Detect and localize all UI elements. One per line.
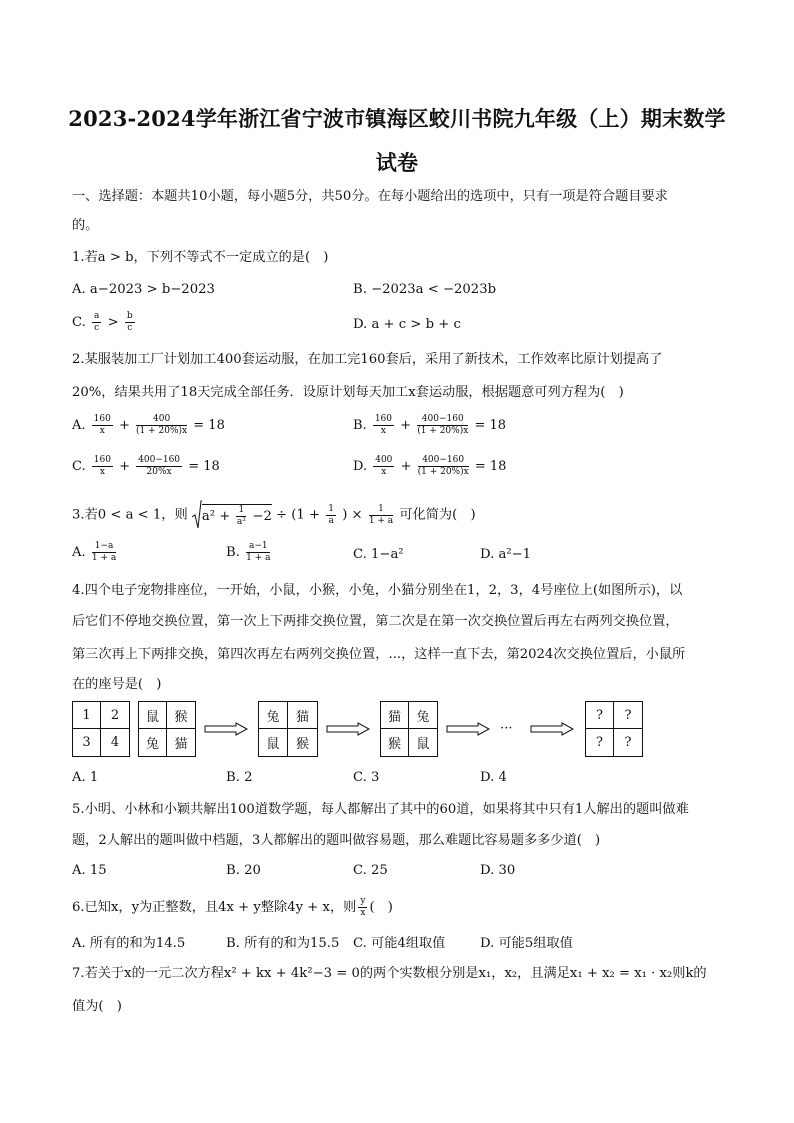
seat-cell: 兔 xyxy=(259,702,288,729)
plus-sign: + xyxy=(400,418,412,433)
question-4-option-d: D. 4 xyxy=(480,770,507,785)
question-4-option-b: B. 2 xyxy=(226,770,253,785)
seat-cell: 3 xyxy=(73,729,101,756)
numerator: 160 xyxy=(93,455,111,465)
question-6-option-c: C. 可能4组取值 xyxy=(353,936,446,951)
fraction xyxy=(92,456,113,477)
question-5-option-a: A. 15 xyxy=(72,863,107,878)
numerator: 160 xyxy=(374,414,393,424)
fraction xyxy=(125,312,135,333)
fraction xyxy=(136,456,182,477)
seat-cell: 鼠 xyxy=(139,702,167,729)
seat-cell: 鼠 xyxy=(416,737,430,752)
seat-cell: ? xyxy=(586,702,614,729)
seat-cell: 2 xyxy=(101,702,129,729)
fraction xyxy=(92,542,116,563)
radicand-end: −2 xyxy=(252,508,272,524)
question-2-option-c xyxy=(72,456,220,477)
seat-cell: 猴 xyxy=(295,737,309,752)
denominator: (1 + 20%)x xyxy=(136,426,188,436)
page-title: 2023-2024学年浙江省宁波市镇海区蛟川书院九年级（上）期末数学 xyxy=(68,106,726,131)
question-1-option-b: B. −2023a < −2023b xyxy=(353,282,497,297)
denominator: x xyxy=(360,908,366,918)
seat-grid-start xyxy=(138,701,196,757)
question-2-stem: 2.某服装加工厂计划加工400套运动服，在加工完160套后，采用了新技术，工作效率比原计划提高了 xyxy=(72,352,663,367)
denominator: c xyxy=(94,323,100,333)
fraction xyxy=(236,506,246,527)
seat-cell: 猫 xyxy=(174,737,188,752)
ellipsis: ··· xyxy=(500,721,513,736)
question-4-option-c: C. 3 xyxy=(353,770,380,785)
question-4-stem-line-2: 后它们不停地交换位置，第一次上下两排交换位置，第二次是在第一次交换位置后再左右两列交换位置， xyxy=(72,614,679,629)
question-5-stem: 5.小明、小林和小颖共解出100道数学题，每人都解出了其中的60道，如果将其中只有1人解出的题叫做难 xyxy=(72,802,689,817)
fraction xyxy=(418,456,469,477)
denominator: a xyxy=(328,515,334,526)
stem-suffix: 可化简为( ) xyxy=(399,507,476,523)
question-3-option-b xyxy=(226,542,272,563)
stem-suffix: ( ) xyxy=(369,900,393,915)
fraction xyxy=(246,542,270,563)
numerator: 400−160 xyxy=(138,455,181,465)
fraction xyxy=(369,505,393,526)
denominator: 1 + a xyxy=(246,553,271,563)
fraction xyxy=(92,415,113,436)
denominator: x xyxy=(380,426,386,436)
numerator: 400 xyxy=(136,415,187,426)
question-7-stem: 7.若关于x的一元二次方程x² + kx + 4k²−3 = 0的两个实数根分别是x₁，x₂，且满足x₁ + x₂ = x₁ · x₂则k的 xyxy=(72,966,707,981)
denominator: x xyxy=(99,467,105,477)
question-7-stem-continued: 值为( ) xyxy=(72,999,122,1014)
denominator: (1 + 20%)x xyxy=(417,467,469,477)
question-2-option-d xyxy=(353,456,506,477)
seat-cell: 猴 xyxy=(167,702,195,729)
numerator: 400−160 xyxy=(418,456,469,467)
seat-cell: 猴 xyxy=(381,729,409,756)
numerator: 400 xyxy=(375,455,393,465)
denominator: a² xyxy=(236,516,246,527)
numerator: b xyxy=(126,311,133,321)
question-6-stem xyxy=(72,897,393,918)
stem-prefix: 3.若0 < a < 1，则 xyxy=(72,507,188,523)
fraction xyxy=(373,456,394,477)
seat-grid-step-2 xyxy=(380,701,438,757)
section-heading: 一、选择题：本题共10小题，每小题5分，共50分。在每小题给出的选项中，只有一项是符合题目要求 xyxy=(72,189,668,204)
arrow-right-icon xyxy=(204,722,248,736)
seat-cell: 兔 xyxy=(139,729,167,756)
equals-rhs: = 18 xyxy=(188,459,220,474)
seat-cell: ? xyxy=(624,735,632,750)
operator: > xyxy=(107,315,119,330)
stem-middle: ÷ (1 + xyxy=(276,507,321,523)
question-1-option-a: A. a−2023 > b−2023 xyxy=(72,282,215,297)
fraction xyxy=(417,415,468,436)
plus-sign: + xyxy=(119,418,130,433)
arrow-right-icon xyxy=(446,722,490,736)
question-3-option-a xyxy=(72,542,118,563)
question-4-stem-line-4: 在的座号是( ) xyxy=(72,677,162,692)
square-root xyxy=(192,500,272,530)
stem-prefix: 6.已知x，y为正整数，且4x + y整除4y + x，则 xyxy=(72,900,357,915)
denominator: x xyxy=(381,467,387,477)
seat-grid-initial xyxy=(72,701,130,757)
question-5-stem-continued: 题，2人解出的题叫做中档题，3人都解出的题叫做容易题，那么难题比容易题多多少道( ) xyxy=(72,833,601,848)
question-3-option-c: C. 1−a² xyxy=(353,547,404,562)
fraction xyxy=(92,312,101,333)
equals-rhs: = 18 xyxy=(193,418,225,433)
fraction xyxy=(136,415,187,436)
fraction xyxy=(326,505,336,526)
radical-sign-icon xyxy=(192,500,202,530)
option-label: A. xyxy=(72,545,86,560)
numerator: 160 xyxy=(93,414,111,424)
arrow-right-icon xyxy=(530,722,574,736)
option-label: C. xyxy=(72,459,86,474)
seat-cell: 4 xyxy=(110,735,120,750)
seat-cell: 兔 xyxy=(409,702,437,729)
question-1-option-d: D. a + c > b + c xyxy=(353,317,461,332)
fraction xyxy=(373,415,394,436)
question-2-option-b xyxy=(353,415,506,436)
question-5-option-d: D. 30 xyxy=(480,863,516,878)
numerator: 1−a xyxy=(92,542,116,553)
denominator: c xyxy=(127,323,133,333)
option-label: B. xyxy=(226,545,240,560)
option-label: C. xyxy=(72,315,86,330)
question-1-option-c xyxy=(72,312,137,333)
arrow-right-icon xyxy=(326,722,370,736)
numerator: 1 xyxy=(238,504,245,515)
fraction xyxy=(358,897,367,918)
question-6-option-a: A. 所有的和为14.5 xyxy=(72,936,186,951)
question-6-option-b: B. 所有的和为15.5 xyxy=(226,936,340,951)
numerator: a xyxy=(94,311,100,321)
seat-cell: ? xyxy=(614,702,642,729)
seat-cell: ? xyxy=(586,729,614,756)
question-5-option-b: B. 20 xyxy=(226,863,261,878)
section-heading-continued: 的。 xyxy=(72,218,99,233)
denominator: x xyxy=(99,426,105,436)
denominator: (1 + 20%)x xyxy=(417,426,469,436)
option-label: A. xyxy=(72,418,86,433)
denominator: 1 + a xyxy=(91,553,117,563)
question-4-option-a: A. 1 xyxy=(72,770,99,785)
option-label: D. xyxy=(353,459,368,474)
question-6-option-d: D. 可能5组取值 xyxy=(480,936,573,951)
seat-cell: 猫 xyxy=(288,702,317,729)
denominator: 20%x xyxy=(146,467,172,477)
question-1-stem: 1.若a > b，下列不等式不一定成立的是( ) xyxy=(72,250,329,265)
numerator: 1 xyxy=(328,503,335,514)
question-4-stem: 4.四个电子宠物排座位，一开始，小鼠，小猴，小兔，小猫分别坐在1，2，3，4号座位上(如图所示)，以 xyxy=(72,583,683,598)
question-2-stem-continued: 20%，结果共用了18天完成全部任务．设原计划每天加工x套运动服，根据题意可列方程为( ) xyxy=(72,385,624,400)
seat-cell: 鼠 xyxy=(259,729,288,756)
plus-sign: + xyxy=(119,459,130,474)
option-label: B. xyxy=(353,418,367,433)
numerator: 400−160 xyxy=(417,415,468,426)
question-3-stem xyxy=(72,500,476,530)
question-2-option-a xyxy=(72,415,225,436)
question-5-option-c: C. 25 xyxy=(353,863,388,878)
seat-cell: 1 xyxy=(73,702,101,729)
numerator: 1 xyxy=(369,505,393,516)
denominator: 1 + a xyxy=(368,515,394,526)
question-3-option-d: D. a²−1 xyxy=(480,547,532,562)
equals-rhs: = 18 xyxy=(474,459,507,474)
radicand-start: a² + xyxy=(201,508,231,524)
numerator: y xyxy=(360,896,366,906)
numerator: a−1 xyxy=(246,542,270,553)
seat-cell: 猫 xyxy=(381,702,409,729)
equals-rhs: = 18 xyxy=(474,418,507,433)
stem-middle-2: ) × xyxy=(342,507,363,523)
seat-grid-step-1 xyxy=(258,701,318,757)
page-title-continued: 试卷 xyxy=(375,150,419,175)
seat-grid-unknown xyxy=(585,701,643,757)
question-4-stem-line-3: 第三次再上下两排交换，第四次再左右两列交换位置，...，这样一直下去，第2024次交换位置后，小鼠所 xyxy=(72,647,686,662)
plus-sign: + xyxy=(400,459,412,474)
